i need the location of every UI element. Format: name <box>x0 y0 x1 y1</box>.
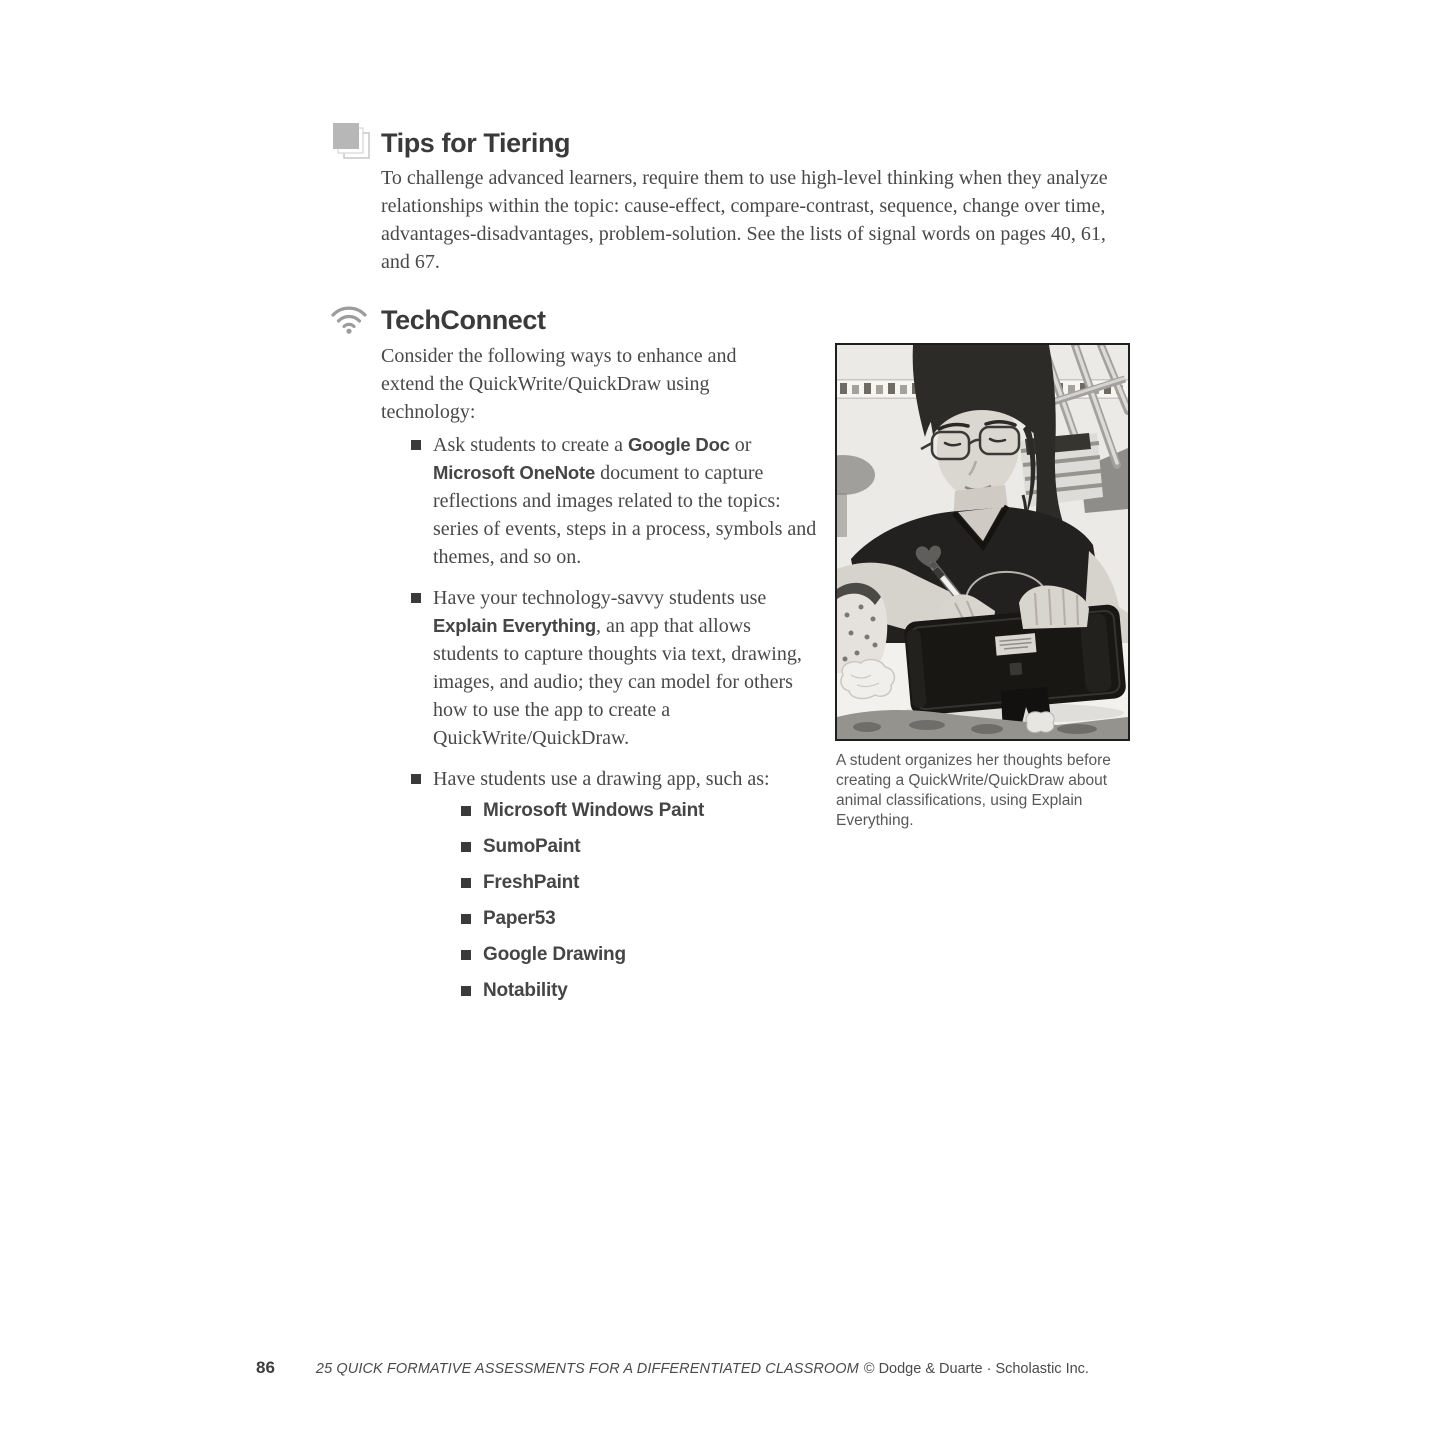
bullet-square-icon <box>411 593 421 603</box>
app-name: Notability <box>483 979 568 1001</box>
bullet-text: Have your technology-savvy students use Explain Everything, an app that allows students to capture thoughts via text, drawing, images, and audio; they can model for others how to use the app to create a QuickWrite/QuickDraw. <box>433 587 802 749</box>
bullet-square-icon <box>411 774 421 784</box>
bullet-text: Have students use a drawing app, such as: <box>433 768 770 790</box>
list-item <box>461 836 831 857</box>
app-name: FreshPaint <box>483 871 580 893</box>
list-item <box>461 872 831 893</box>
list-item <box>461 944 831 965</box>
bullet-square-icon <box>411 440 421 450</box>
bullet-square-icon <box>461 950 471 960</box>
app-name: SumoPaint <box>483 835 581 857</box>
app-name: Google Drawing <box>483 943 626 965</box>
list-item <box>461 980 831 1001</box>
bullet-item-google-doc <box>411 431 831 571</box>
bullet-text: Ask students to create a Google Doc or Microsoft OneNote document to capture reflections and images related to the topics: series of events, steps in a process, symbols and themes, and so on. <box>433 434 817 568</box>
footer-book-title: 25 QUICK FORMATIVE ASSESSMENTS FOR A DIFFERENTIATED CLASSROOM <box>315 1361 859 1377</box>
drawing-app-list <box>461 800 831 1001</box>
list-item <box>461 800 831 821</box>
bullet-square-icon <box>461 878 471 888</box>
student-photo <box>835 343 1130 741</box>
tips-section-heading: Tips for Tiering <box>381 128 571 158</box>
stacked-pages-icon <box>331 121 373 163</box>
techconnect-bullet-list <box>411 431 831 1016</box>
tips-section-body: To challenge advanced learners, require them to use high-level thinking when they analyze relationships within the topic: cause-effect, compare-contrast, sequence, change over time, advantages-disadvantages, problem-solution. See the lists of signal words on pages 40, 61, and 67. <box>381 167 1108 273</box>
app-name: Microsoft Windows Paint <box>483 799 705 821</box>
tech-section-intro: Consider the following ways to enhance and extend the QuickWrite/QuickDraw using technology: <box>381 345 737 423</box>
app-name: Paper53 <box>483 907 556 929</box>
bullet-square-icon <box>461 914 471 924</box>
bullet-square-icon <box>461 842 471 852</box>
bullet-square-icon <box>461 806 471 816</box>
student-photo-illustration <box>837 345 1128 739</box>
tech-section-heading: TechConnect <box>381 305 546 335</box>
photo-caption: A student organizes her thoughts before creating a QuickWrite/QuickDraw about animal classifications, using Explain Everything. <box>836 752 1111 829</box>
bullet-square-icon <box>461 986 471 996</box>
page-number: 86 <box>256 1358 275 1377</box>
bullet-item-explain-everything <box>411 584 831 752</box>
list-item <box>461 908 831 929</box>
footer-credit: © Dodge & Duarte · Scholastic Inc. <box>863 1361 1089 1377</box>
bullet-item-drawing-apps <box>411 765 831 793</box>
wifi-icon <box>329 301 369 335</box>
page-footer <box>256 1358 1089 1378</box>
